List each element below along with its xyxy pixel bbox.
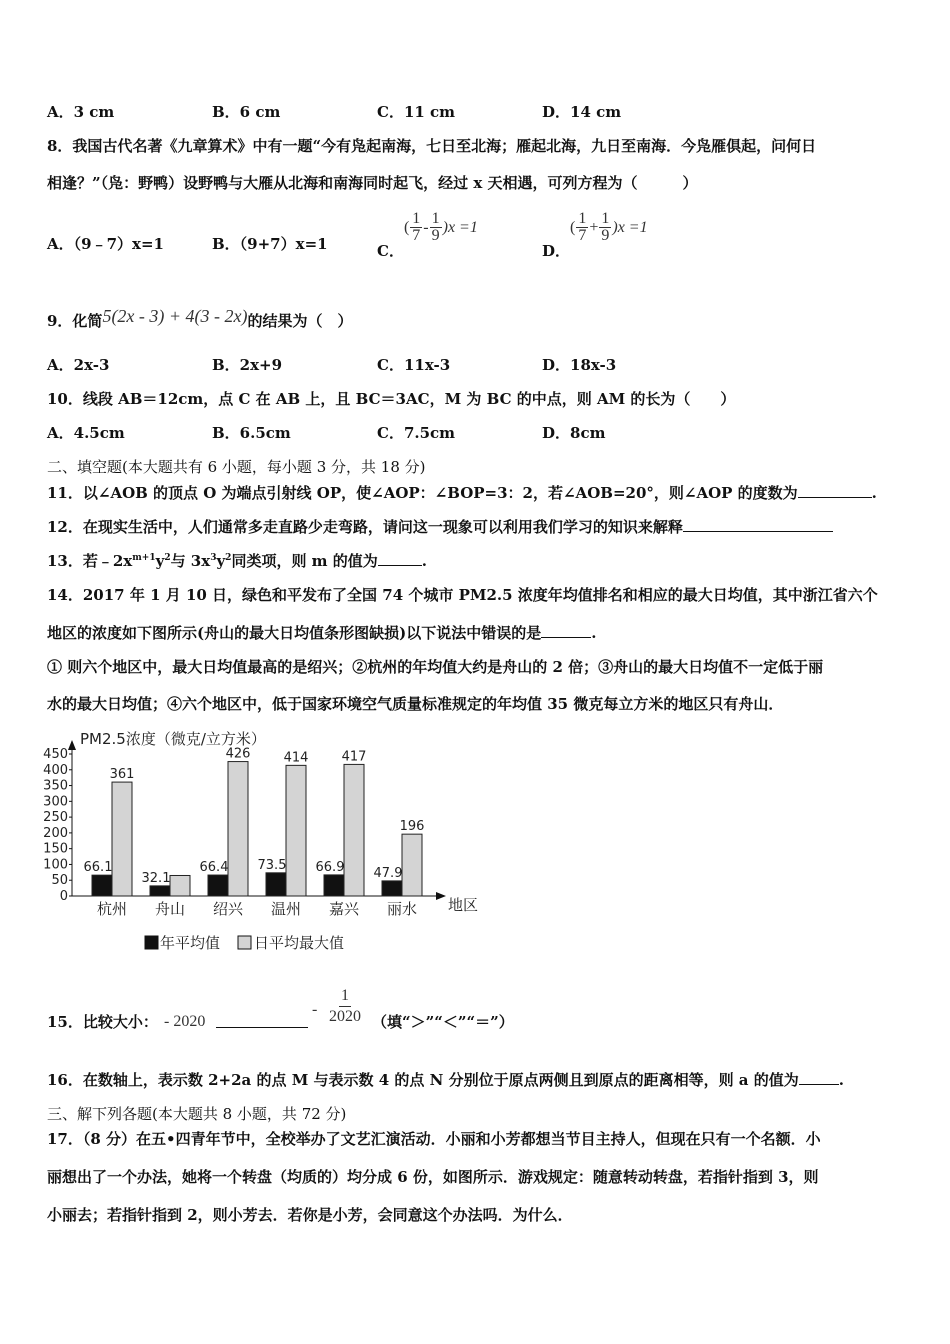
exponent: 2 bbox=[225, 553, 232, 563]
q7-option-b: B．6 cm bbox=[212, 103, 281, 121]
data-label: 66.1 bbox=[83, 860, 113, 876]
q14-line2 bbox=[47, 623, 596, 643]
x-category-label: 温州 bbox=[270, 900, 302, 918]
denominator: 7 bbox=[412, 227, 421, 244]
q8-option-c-formula bbox=[404, 211, 478, 244]
q15-right-fraction bbox=[326, 986, 364, 1027]
q8-stem-line1: 8．我国古代名著《九章算术》中有一题“今有凫起南海，七日至北海；雁起北海，九日至南海．今凫雁俱起，问何日 bbox=[47, 137, 817, 155]
data-label: 47.9 bbox=[373, 865, 403, 881]
q14-end: . bbox=[591, 624, 597, 642]
q8-stem-line2: 相逢？”（凫：野鸭）设野鸭与大雁从北海和南海同时起飞，经过 x 天相遇，可列方程为（ ） bbox=[47, 174, 698, 192]
y-tick-label: 0 bbox=[59, 889, 68, 904]
y-tick-label: 50 bbox=[51, 873, 68, 889]
q9-option-b: B．2x+9 bbox=[212, 356, 283, 374]
bar-annual-mean bbox=[208, 875, 228, 896]
q13-part: y bbox=[216, 552, 226, 570]
q11-answer-blank[interactable] bbox=[798, 483, 872, 498]
q8-option-d-label: D． bbox=[542, 241, 571, 260]
q8-option-c-label: C． bbox=[377, 241, 404, 260]
q10-option-c: C．7.5cm bbox=[377, 424, 456, 442]
denominator: 9 bbox=[601, 227, 610, 244]
q7-option-d: D．14 cm bbox=[542, 103, 622, 121]
q10-option-b: B．6.5cm bbox=[212, 424, 291, 442]
data-label: 66.4 bbox=[199, 860, 229, 876]
section-3-heading: 三、解下列各题(本大题共 8 小题，共 72 分) bbox=[47, 1105, 347, 1123]
q7-option-a: A．3 cm bbox=[47, 103, 115, 121]
legend-swatch-daily-max bbox=[238, 936, 251, 949]
q11-end: . bbox=[871, 484, 877, 502]
q8-option-c bbox=[377, 210, 478, 260]
legend-swatch-annual-mean bbox=[145, 936, 158, 949]
q11-text: 11．以∠AOB 的顶点 O 为端点引射线 OP，使∠AOP：∠BOP=3：2，若∠AOB=20°，则∠AOP 的度数为 bbox=[47, 484, 798, 502]
q12-answer-blank[interactable] bbox=[683, 517, 833, 532]
q15-prefix: 15．比较大小： bbox=[47, 1013, 158, 1031]
q9-option-c: C．11x-3 bbox=[377, 356, 451, 374]
x-axis-label: 地区 bbox=[448, 896, 479, 914]
paren-open: ( bbox=[403, 218, 410, 236]
q7-option-c: C．11 cm bbox=[377, 103, 456, 121]
q8-option-b: B．（9+7）x=1 bbox=[212, 235, 328, 253]
q9-suffix: 的结果为（ ） bbox=[247, 312, 353, 330]
bar-annual-mean bbox=[150, 886, 170, 896]
legend-label-annual-mean: 年平均值 bbox=[160, 934, 221, 952]
q10-option-d: D．8cm bbox=[542, 424, 606, 442]
section-2-heading: 二、填空题(本大题共有 6 小题，每小题 3 分，共 18 分) bbox=[47, 458, 426, 476]
q14-line4: 水的最大日均值；④六个地区中，低于国家环境空气质量标准规定的年均值 35 微克每立方米的地区只有舟山． bbox=[47, 695, 784, 713]
q14-answer-blank[interactable] bbox=[541, 623, 591, 638]
exponent: 2 bbox=[164, 553, 171, 563]
bar-daily-max bbox=[112, 782, 132, 896]
y-tick-label: 350 bbox=[43, 778, 68, 794]
fraction-one-ninth bbox=[430, 211, 442, 244]
data-label: 414 bbox=[283, 750, 309, 766]
chart-title: PM2.5浓度（微克/立方米） bbox=[80, 730, 266, 748]
exponent: 3 bbox=[210, 553, 217, 563]
q9-prefix: 9．化简 bbox=[47, 312, 103, 330]
bar-annual-mean bbox=[324, 875, 344, 896]
q10-option-a: A．4.5cm bbox=[47, 424, 125, 442]
equation-tail: )x =1 bbox=[442, 218, 478, 236]
q16-stem bbox=[47, 1070, 844, 1090]
q14-line1: 14．2017 年 1 月 10 日，绿色和平发布了全国 74 个城市 PM2.5 浓度年均值排名和相应的最大日均值，其中浙江省六个 bbox=[47, 586, 878, 604]
numerator: 1 bbox=[578, 210, 587, 227]
denominator: 7 bbox=[578, 227, 587, 244]
x-category-label: 舟山 bbox=[154, 900, 186, 918]
y-tick-label: 200 bbox=[43, 825, 68, 841]
q12-text: 12．在现实生活中，人们通常多走直路少走弯路，请问这一现象可以利用我们学习的知识来解释 bbox=[47, 518, 683, 536]
q9-option-d: D．18x-3 bbox=[542, 356, 617, 374]
q14-line2-text: 地区的浓度如下图所示(舟山的最大日均值条形图缺损)以下说法中错误的是 bbox=[47, 624, 542, 642]
q13-part: 与 3x bbox=[170, 552, 211, 570]
bar-daily-max bbox=[402, 834, 422, 896]
q13-end: . bbox=[421, 552, 427, 570]
q13-part: 同类项，则 m 的值为 bbox=[231, 552, 378, 570]
q13-stem bbox=[47, 551, 427, 571]
data-label: 66.9 bbox=[315, 859, 345, 875]
data-label: 426 bbox=[225, 746, 251, 762]
y-tick-label: 450 bbox=[43, 747, 68, 762]
q13-part: y bbox=[155, 552, 165, 570]
data-label: 73.5 bbox=[257, 857, 287, 873]
data-label: 196 bbox=[399, 819, 425, 835]
y-axis-arrow bbox=[68, 740, 76, 750]
q13-part: 13．若﹣2x bbox=[47, 552, 133, 570]
y-tick-label: 100 bbox=[43, 857, 68, 873]
data-label: 32.1 bbox=[141, 870, 171, 886]
numerator: 1 bbox=[339, 986, 351, 1007]
data-label: 417 bbox=[341, 749, 367, 765]
q15-answer-blank[interactable] bbox=[216, 1026, 308, 1028]
bar-daily-max bbox=[228, 762, 248, 896]
x-axis-arrow bbox=[436, 892, 446, 900]
q9-option-a: A．2x-3 bbox=[47, 356, 110, 374]
q13-answer-blank[interactable] bbox=[378, 551, 422, 566]
denominator: 9 bbox=[431, 227, 440, 244]
fraction-one-ninth bbox=[599, 211, 611, 244]
y-tick-label: 150 bbox=[43, 841, 68, 857]
q8-option-a: A．（9﹣7）x=1 bbox=[47, 235, 164, 253]
legend-label-daily-max: 日平均最大值 bbox=[254, 934, 345, 952]
q8-option-d-formula bbox=[570, 211, 648, 244]
q12-stem bbox=[47, 517, 833, 537]
fraction-one-over-2020 bbox=[327, 986, 363, 1027]
paren-open: ( bbox=[570, 218, 576, 236]
bar-annual-mean bbox=[92, 875, 112, 896]
bar-annual-mean bbox=[382, 881, 402, 896]
q15-left-value: - 2020 bbox=[164, 1013, 206, 1030]
q15-stem bbox=[47, 1012, 158, 1032]
q17-line3: 小丽去；若指针指到 2，则小芳去．若你是小芳，会同意这个办法吗．为什么． bbox=[47, 1206, 573, 1224]
data-label: 361 bbox=[109, 767, 135, 783]
q14-line3: ① 则六个地区中，最大日均值最高的是绍兴；②杭州的年均值大约是舟山的 2 倍；③舟山的最大日均值不一定低于丽 bbox=[47, 658, 824, 676]
equation-tail: )x =1 bbox=[612, 218, 648, 236]
y-tick-label: 400 bbox=[43, 762, 68, 778]
q15-right-sign: - bbox=[312, 1001, 318, 1018]
y-tick-label: 250 bbox=[43, 810, 68, 826]
x-category-label: 丽水 bbox=[386, 900, 418, 918]
fraction-one-seventh bbox=[576, 211, 588, 244]
q15-suffix: （填“＞”“＜”“＝”） bbox=[372, 1013, 514, 1031]
q8-option-d bbox=[542, 210, 648, 260]
pm25-bar-chart bbox=[40, 724, 480, 960]
fraction-one-seventh bbox=[410, 211, 422, 244]
q16-text: 16．在数轴上，表示数 2+2a 的点 M 与表示数 4 的点 N 分别位于原点两侧且到原点的距离相等，则 a 的值为 bbox=[47, 1071, 799, 1089]
operator: - bbox=[423, 218, 429, 236]
q9-expression: 5(2x - 3) + 4(3 - 2x) bbox=[102, 306, 248, 326]
bar-daily-max bbox=[344, 764, 364, 896]
numerator: 1 bbox=[431, 210, 440, 227]
numerator: 1 bbox=[601, 210, 610, 227]
bar-daily-max bbox=[170, 875, 190, 896]
q16-end: . bbox=[838, 1071, 844, 1089]
q17-line1: 17．（8 分）在五•四青年节中，全校举办了文艺汇演活动．小丽和小芳都想当节目主持人，但现在只有一个名额．小 bbox=[47, 1130, 821, 1148]
q9-stem bbox=[47, 306, 353, 330]
x-category-label: 绍兴 bbox=[212, 900, 244, 918]
numerator: 1 bbox=[412, 210, 421, 227]
x-category-label: 杭州 bbox=[96, 900, 128, 918]
bar-daily-max bbox=[286, 765, 306, 896]
x-category-label: 嘉兴 bbox=[328, 900, 360, 918]
bar-annual-mean bbox=[266, 873, 286, 896]
operator: + bbox=[589, 218, 599, 236]
q16-answer-blank[interactable] bbox=[799, 1070, 839, 1085]
denominator: 2020 bbox=[329, 1008, 361, 1025]
q11-stem bbox=[47, 483, 877, 503]
y-tick-label: 300 bbox=[43, 794, 68, 810]
exponent: m+1 bbox=[132, 553, 156, 563]
q17-line2: 丽想出了一个办法，她将一个转盘（均质的）均分成 6 份，如图所示．游戏规定：随意转动转盘，若指针指到 3，则 bbox=[47, 1168, 819, 1186]
q10-stem: 10．线段 AB＝12cm，点 C 在 AB 上，且 BC＝3AC，M 为 BC 的中点，则 AM 的长为（ ） bbox=[47, 390, 736, 408]
